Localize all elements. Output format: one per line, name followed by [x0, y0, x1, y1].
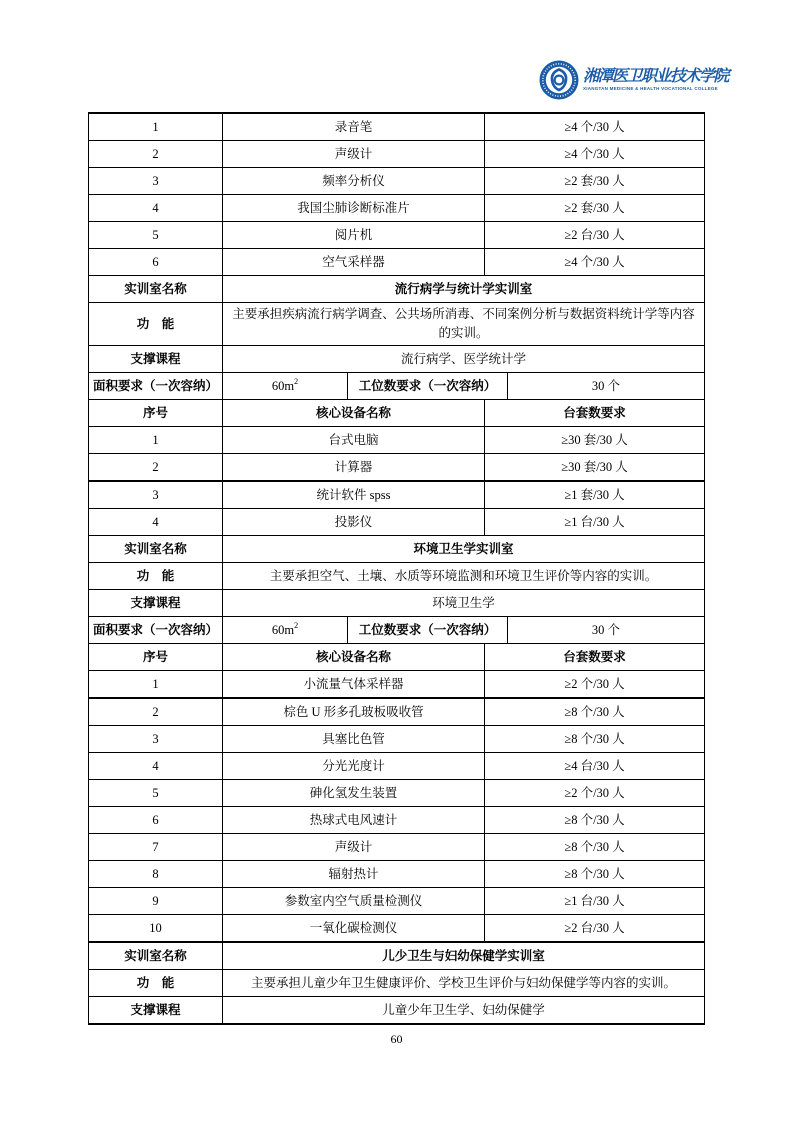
page-number: 60: [390, 1032, 403, 1046]
sequence-cell: 3: [89, 726, 223, 752]
device-name-cell: 参数室内空气质量检测仪: [223, 888, 485, 914]
workstation-value-cell: 30 个: [591, 622, 621, 637]
equipment-row: [89, 427, 704, 454]
function-row: [89, 303, 704, 346]
equipment-row: [89, 222, 704, 249]
area-value-cell: 60m $^2$: [223, 617, 348, 643]
function-row: [89, 970, 704, 997]
workstation-label-cell: 工位数要求（一次容纳）: [348, 617, 508, 643]
sequence-cell: 1: [89, 427, 223, 453]
equipment-row: [89, 141, 704, 168]
courses-row: [89, 997, 704, 1023]
room-name-label-cell: 实训室名称: [89, 536, 223, 562]
area-row: [89, 373, 704, 400]
quantity-cell: ≥4 台/30 人: [564, 758, 625, 773]
device-name-cell: 我国尘肺诊断标准片: [223, 195, 485, 221]
sequence-cell: 2: [89, 454, 223, 480]
quantity-header-cell: 台套数要求: [563, 405, 626, 420]
equipment-row: [89, 481, 704, 509]
equipment-row: [89, 698, 704, 726]
sequence-cell: 6: [89, 807, 223, 833]
college-logo: [539, 57, 729, 103]
equipment-row: [89, 726, 704, 753]
device-name-cell: 录音笔: [223, 114, 485, 140]
equipment-header-row: [89, 644, 704, 671]
device-name-cell: 分光光度计: [223, 753, 485, 779]
function-value-cell: 主要承担空气、土壤、水质等环境监测和环境卫生评价等内容的实训。: [269, 568, 658, 583]
section-name-row: [89, 942, 704, 970]
quantity-cell: ≥4 个/30 人: [564, 254, 625, 269]
courses-value-cell: 儿童少年卫生学、妇幼保健学: [382, 1002, 545, 1017]
section-name-row: [89, 276, 704, 303]
function-label-cell: 功 能: [89, 970, 223, 996]
room-name-value-cell: 流行病学与统计学实训室: [394, 281, 533, 296]
device-name-cell: 声级计: [223, 834, 485, 860]
courses-label-cell: 支撑课程: [89, 590, 223, 616]
quantity-cell: ≥8 个/30 人: [564, 704, 625, 719]
area-label-cell: 面积要求（一次容纳）: [89, 373, 223, 399]
function-value-cell: 主要承担疾病流行病学调查、公共场所消毒、不同案例分析与数据资料统计学等内容的实训。: [232, 307, 695, 340]
courses-row: [89, 590, 704, 617]
quantity-cell: ≥8 个/30 人: [564, 839, 625, 854]
quantity-cell: ≥1 台/30 人: [564, 514, 625, 529]
requirements-table: [88, 112, 705, 1025]
sequence-cell: 4: [89, 195, 223, 221]
room-name-label-cell: 实训室名称: [89, 943, 223, 969]
device-name-cell: 小流量气体采样器: [223, 671, 485, 697]
sequence-cell: 7: [89, 834, 223, 860]
device-name-cell: 砷化氢发生装置: [223, 780, 485, 806]
quantity-cell: ≥2 台/30 人: [564, 227, 625, 242]
function-value-cell: 主要承担儿童少年卫生健康评价、学校卫生评价与妇幼保健学等内容的实训。: [250, 975, 676, 990]
function-label-cell: 功 能: [89, 563, 223, 589]
equipment-row: [89, 168, 704, 195]
quantity-cell: ≥8 个/30 人: [564, 866, 625, 881]
workstation-value-cell: 30 个: [591, 378, 621, 393]
device-name-cell: 统计软件 spss: [223, 482, 485, 508]
device-name-cell: 辐射热计: [223, 861, 485, 887]
equipment-row: [89, 671, 704, 698]
room-name-value-cell: 环境卫生学实训室: [413, 541, 514, 556]
function-row: [89, 563, 704, 590]
function-label-cell: 功 能: [89, 303, 223, 345]
device-name-cell: 空气采样器: [223, 249, 485, 275]
equipment-row: [89, 888, 704, 915]
quantity-cell: ≥2 套/30 人: [564, 173, 625, 188]
area-label-cell: 面积要求（一次容纳）: [89, 617, 223, 643]
quantity-cell: ≥2 个/30 人: [564, 785, 625, 800]
sequence-cell: 5: [89, 780, 223, 806]
sequence-cell: 4: [89, 753, 223, 779]
college-name-zh: 湘潭医卫职业技术学院: [583, 68, 729, 85]
device-name-cell: 阅片机: [223, 222, 485, 248]
quantity-cell: ≥1 套/30 人: [564, 487, 625, 502]
device-name-header-cell: 核心设备名称: [223, 400, 485, 426]
sequence-cell: 1: [89, 114, 223, 140]
sequence-cell: 10: [89, 915, 223, 941]
sequence-cell: 9: [89, 888, 223, 914]
area-row: [89, 617, 704, 644]
sequence-header-cell: 序号: [89, 644, 223, 670]
workstation-label-cell: 工位数要求（一次容纳）: [348, 373, 508, 399]
device-name-cell: 棕色 U 形多孔玻板吸收管: [223, 699, 485, 725]
equipment-row: [89, 834, 704, 861]
device-name-cell: 具塞比色管: [223, 726, 485, 752]
sequence-cell: 3: [89, 168, 223, 194]
sequence-cell: 8: [89, 861, 223, 887]
quantity-cell: ≥2 套/30 人: [564, 200, 625, 215]
device-name-cell: 频率分析仪: [223, 168, 485, 194]
quantity-cell: ≥8 个/30 人: [564, 812, 625, 827]
device-name-cell: 计算器: [223, 454, 485, 480]
quantity-cell: ≥2 台/30 人: [564, 920, 625, 935]
section-name-row: [89, 536, 704, 563]
quantity-cell: ≥2 个/30 人: [564, 676, 625, 691]
sequence-header-cell: 序号: [89, 400, 223, 426]
equipment-row: [89, 753, 704, 780]
equipment-row: [89, 114, 704, 141]
quantity-cell: ≥30 套/30 人: [561, 432, 628, 447]
equipment-row: [89, 915, 704, 942]
area-value-cell: 60m $^2$: [223, 373, 348, 399]
college-name-en: XIANGTAN MEDICINE & HEALTH VOCATIONAL COLLEGE: [583, 86, 718, 91]
equipment-row: [89, 861, 704, 888]
equipment-row: [89, 249, 704, 276]
equipment-row: [89, 509, 704, 536]
device-name-cell: 声级计: [223, 141, 485, 167]
device-name-cell: 一氧化碳检测仪: [223, 915, 485, 941]
sequence-cell: 5: [89, 222, 223, 248]
college-name-block: [583, 68, 728, 92]
sequence-cell: 1: [89, 671, 223, 697]
equipment-header-row: [89, 400, 704, 427]
sequence-cell: 2: [89, 141, 223, 167]
equipment-row: [89, 807, 704, 834]
quantity-cell: ≥30 套/30 人: [561, 459, 628, 474]
sequence-cell: 4: [89, 509, 223, 535]
college-emblem-icon: [539, 60, 579, 100]
quantity-cell: ≥4 个/30 人: [564, 119, 625, 134]
quantity-cell: ≥1 台/30 人: [564, 893, 625, 908]
quantity-cell: ≥4 个/30 人: [564, 146, 625, 161]
quantity-cell: ≥8 个/30 人: [564, 731, 625, 746]
courses-label-cell: 支撑课程: [89, 346, 223, 372]
sequence-cell: 6: [89, 249, 223, 275]
device-name-cell: 投影仪: [223, 509, 485, 535]
courses-label-cell: 支撑课程: [89, 997, 223, 1023]
equipment-row: [89, 195, 704, 222]
courses-row: [89, 346, 704, 373]
room-name-value-cell: 儿少卫生与妇幼保健学实训室: [382, 948, 545, 963]
sequence-cell: 3: [89, 482, 223, 508]
device-name-header-cell: 核心设备名称: [223, 644, 485, 670]
device-name-cell: 台式电脑: [223, 427, 485, 453]
courses-value-cell: 环境卫生学: [432, 595, 495, 610]
courses-value-cell: 流行病学、医学统计学: [400, 351, 526, 366]
equipment-row: [89, 454, 704, 481]
equipment-row: [89, 780, 704, 807]
room-name-label-cell: 实训室名称: [89, 276, 223, 302]
sequence-cell: 2: [89, 699, 223, 725]
device-name-cell: 热球式电风速计: [223, 807, 485, 833]
quantity-header-cell: 台套数要求: [563, 649, 626, 664]
